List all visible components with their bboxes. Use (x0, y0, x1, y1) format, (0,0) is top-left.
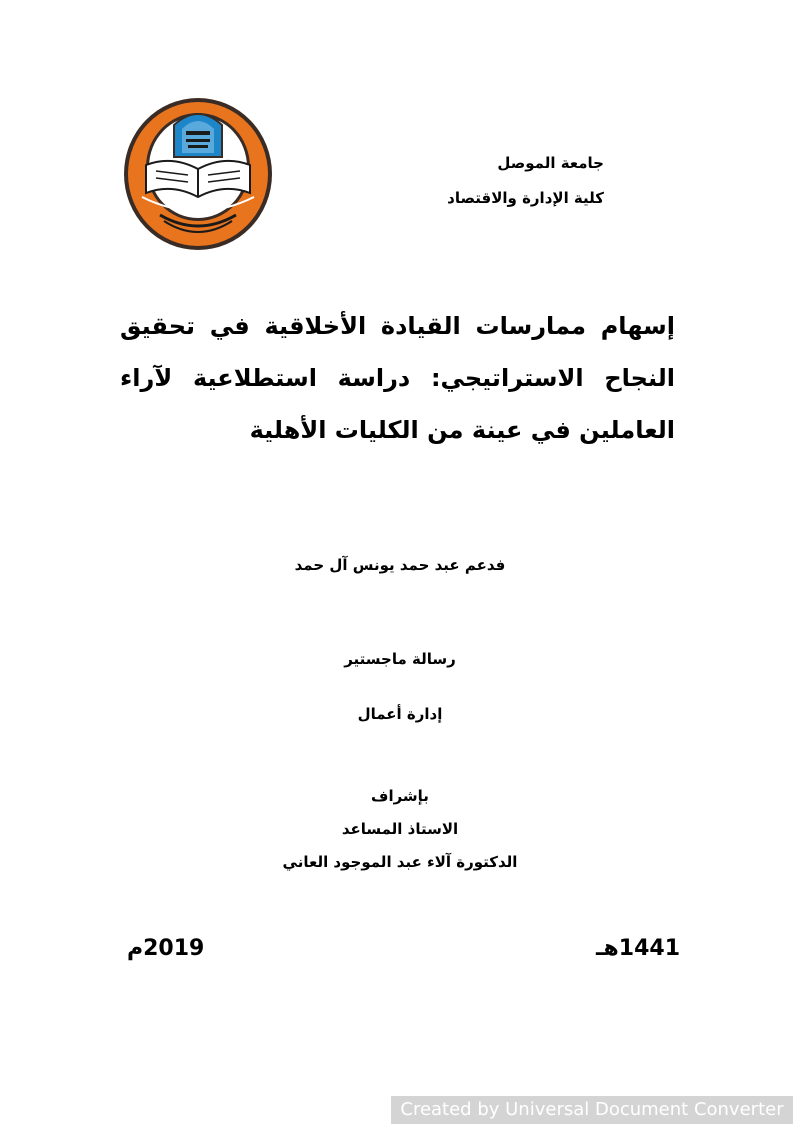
author-name: فدعم عبد حمد يونس آل حمد (294, 556, 506, 574)
converter-watermark: Created by Universal Document Converter (391, 1096, 793, 1124)
year-gregorian: 2019م (127, 936, 205, 961)
thesis-title: إسهام ممارسات القيادة الأخلاقية في تحقيق النجاح الاستراتيجي: دراسة استطلاعية لآراء العاملين في عينة من الكليات الأهلية (120, 312, 675, 444)
institution-header (344, 146, 604, 216)
university-logo (122, 97, 274, 252)
college-name: كلية الإدارة والاقتصاد (447, 189, 604, 207)
supervision-block (0, 780, 800, 879)
university-name: جامعة الموصل (497, 154, 604, 172)
year-hijri: 1441هـ (596, 936, 681, 961)
major-field: إدارة أعمال (357, 705, 443, 723)
supervisor-rank: الاستاذ المساعد (341, 820, 459, 838)
degree-type: رسالة ماجستير (344, 650, 456, 668)
supervisor-name: الدكتورة آلاء عبد الموجود العاني (282, 853, 518, 871)
supervision-label: بإشراف (371, 787, 429, 805)
